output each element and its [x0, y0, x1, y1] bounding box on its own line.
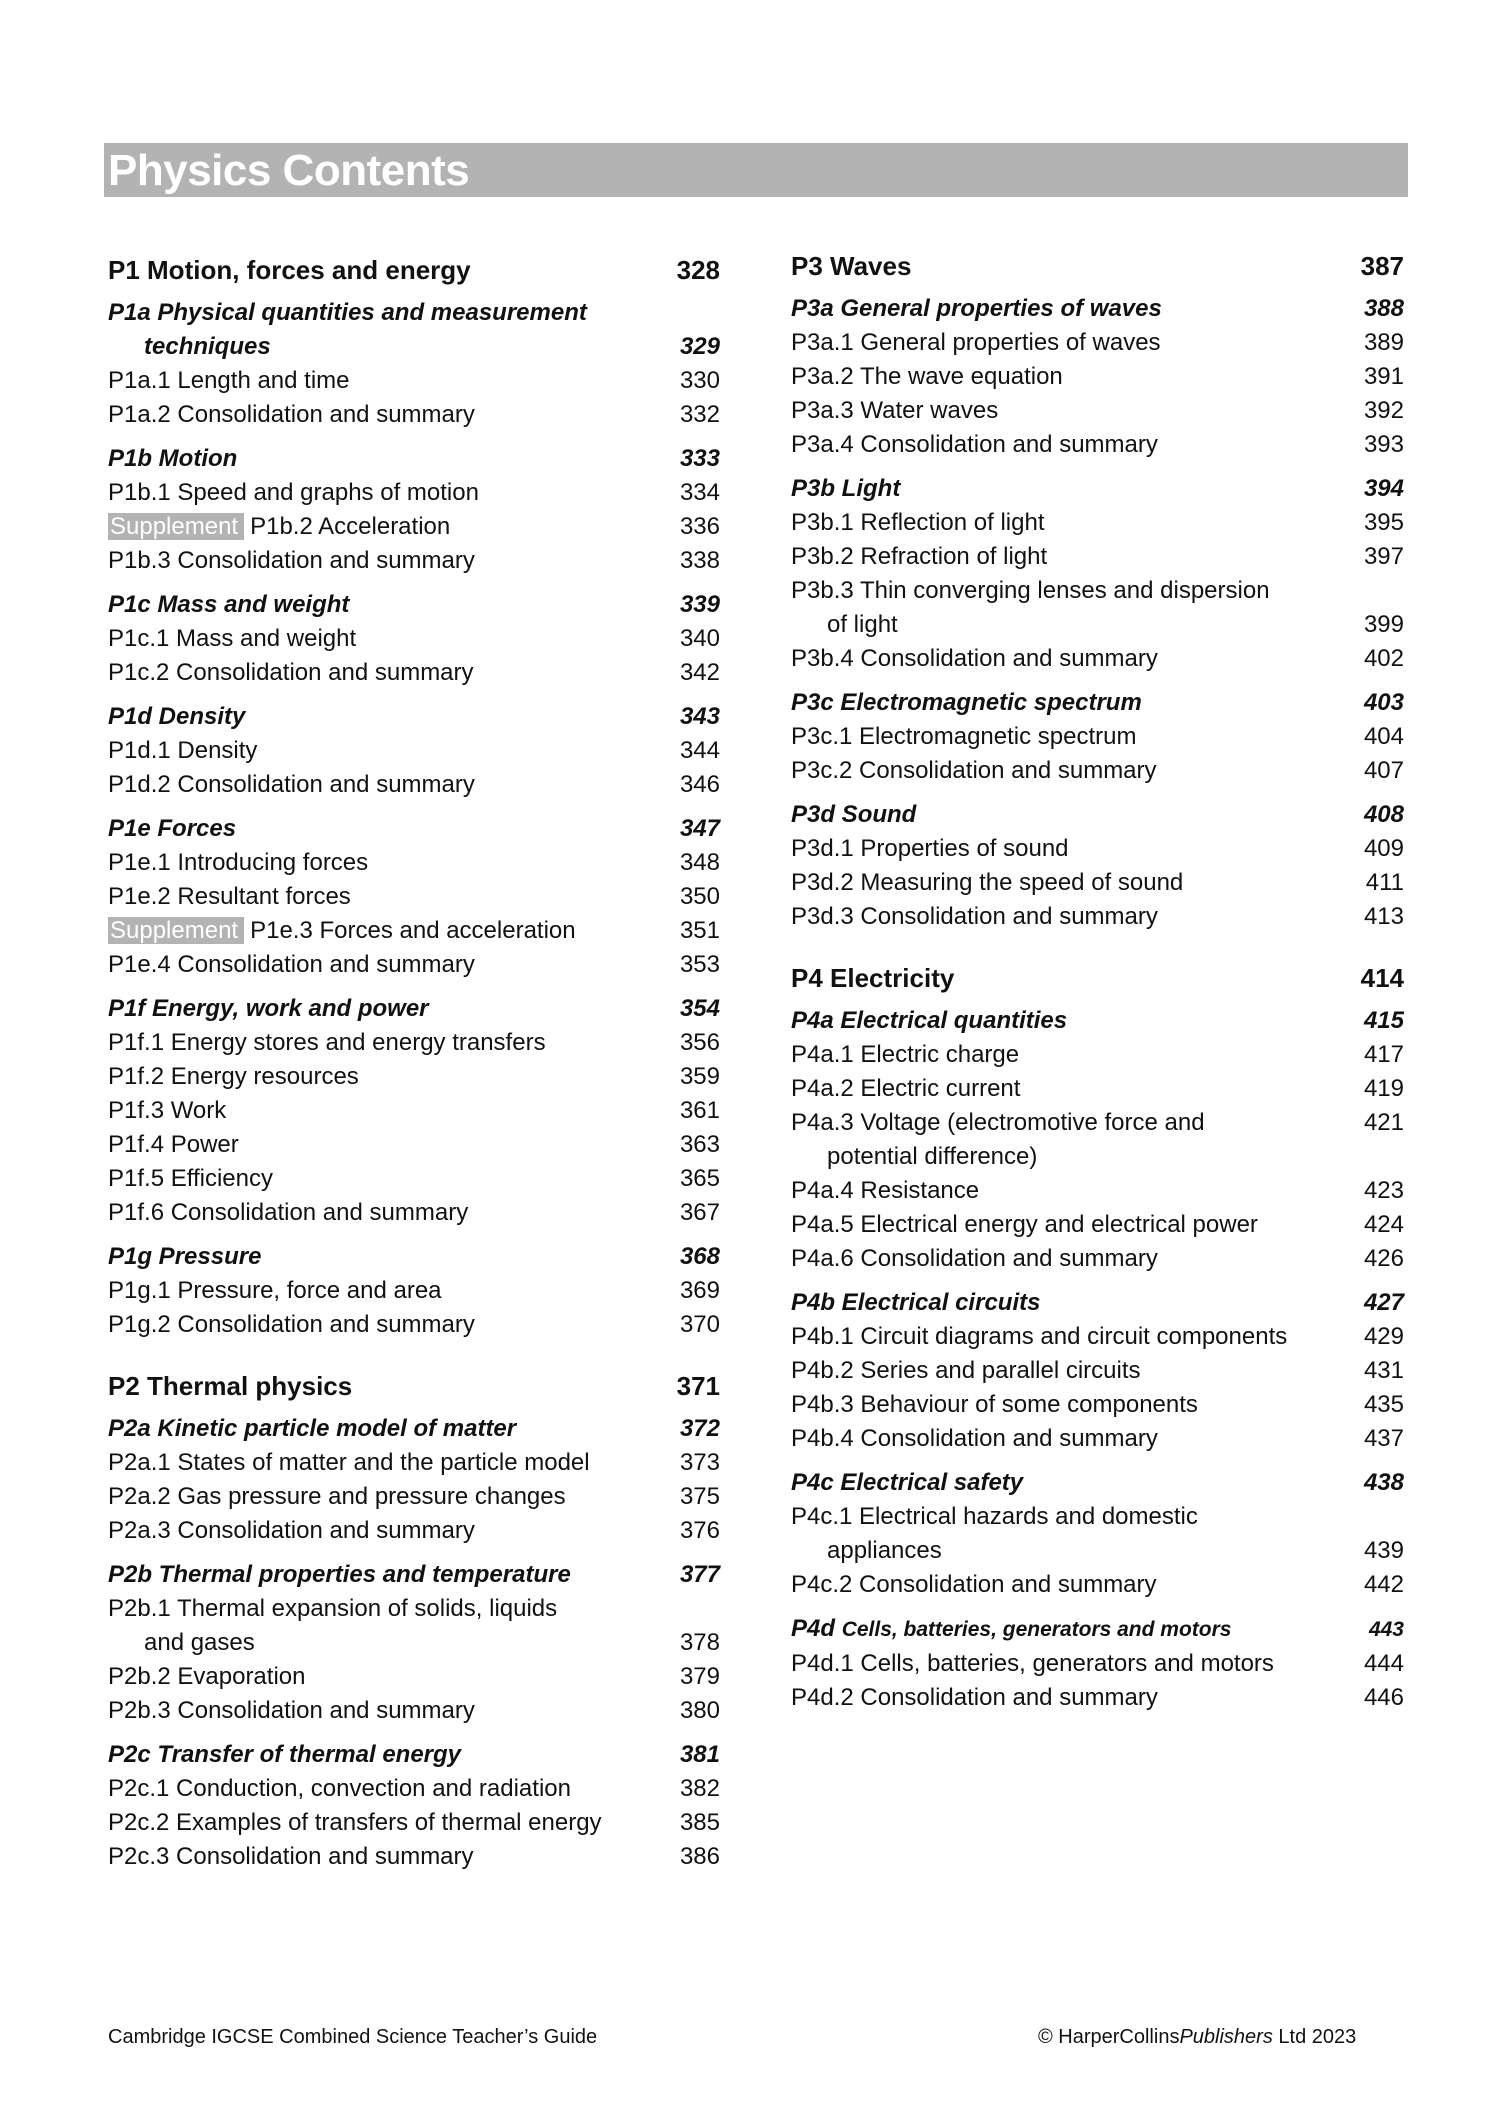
toc-label: P1g Pressure [108, 1243, 262, 1270]
toc-label: P1c Mass and weight [108, 591, 350, 618]
toc-label: P2a.3 Consolidation and summary [108, 1517, 475, 1544]
toc-unit-p1d[interactable] [108, 700, 720, 734]
toc-label: P2c.1 Conduction, convection and radiation [108, 1775, 571, 1802]
toc-label: P1e Forces [108, 815, 237, 842]
toc-label: P3a.2 The wave equation [791, 363, 1063, 390]
toc-label: P3b.3 Thin converging lenses and dispersion [791, 577, 1270, 604]
toc-label: P3d.3 Consolidation and summary [791, 903, 1158, 930]
toc-page: 435 [1363, 1391, 1404, 1418]
toc-label: P1f.1 Energy stores and energy transfers [108, 1029, 546, 1056]
toc-page: 339 [679, 591, 720, 618]
toc-page: 346 [679, 771, 720, 798]
toc-unit-p1e[interactable] [108, 812, 720, 846]
toc-label: P4c.2 Consolidation and summary [791, 1571, 1157, 1598]
contents-column-right [791, 248, 1404, 1715]
copyright-suffix: Ltd 2023 [1272, 2026, 1357, 2048]
toc-unit-p4c[interactable] [791, 1466, 1404, 1500]
toc-page: 395 [1363, 509, 1404, 536]
toc-unit-p1b[interactable] [108, 442, 720, 476]
toc-label: P3 Waves [791, 251, 912, 281]
toc-page: 334 [679, 479, 720, 506]
toc-entry[interactable] [108, 1060, 720, 1094]
toc-page: 421 [1363, 1109, 1404, 1136]
toc-entry[interactable] [108, 846, 720, 880]
toc-part-p1[interactable] [108, 252, 720, 288]
toc-label: P1g.1 Pressure, force and area [108, 1277, 442, 1304]
toc-page: 409 [1363, 835, 1404, 862]
toc-entry[interactable] [108, 364, 720, 398]
toc-entry[interactable] [108, 476, 720, 510]
toc-entry[interactable] [791, 360, 1404, 394]
toc-entry[interactable] [108, 1094, 720, 1128]
toc-label: P2c.2 Examples of transfers of thermal energy [108, 1809, 602, 1836]
toc-page: 375 [679, 1483, 720, 1510]
toc-page: 377 [679, 1561, 720, 1588]
toc-page: 429 [1363, 1323, 1404, 1350]
toc-unit-p1f[interactable] [108, 992, 720, 1026]
toc-unit-p4a[interactable] [791, 1004, 1404, 1038]
toc-entry[interactable] [108, 1196, 720, 1230]
toc-page: 370 [679, 1311, 720, 1338]
toc-page: 427 [1363, 1289, 1404, 1316]
toc-entry[interactable] [791, 1106, 1404, 1174]
copyright-publishers: Publishers [1179, 2026, 1273, 2048]
toc-unit-p2c[interactable] [108, 1738, 720, 1772]
toc-code: P4d [791, 1615, 836, 1642]
toc-page: 423 [1363, 1177, 1404, 1204]
toc-page: 392 [1363, 397, 1404, 424]
toc-page: 329 [679, 333, 720, 360]
toc-label: P2b Thermal properties and temperature [108, 1561, 571, 1588]
toc-entry[interactable] [108, 1162, 720, 1196]
toc-page: 394 [1363, 475, 1404, 502]
toc-entry[interactable] [791, 866, 1404, 900]
toc-page: 340 [679, 625, 720, 652]
toc-label-cont: techniques [144, 333, 271, 360]
toc-page: 393 [1363, 431, 1404, 458]
toc-entry[interactable] [108, 1694, 720, 1728]
toc-page: 359 [679, 1063, 720, 1090]
toc-label: P1f.3 Work [108, 1097, 227, 1124]
toc-entry[interactable] [791, 326, 1404, 360]
toc-label: P4a.5 Electrical energy and electrical power [791, 1211, 1258, 1238]
toc-entry[interactable] [791, 428, 1404, 462]
toc-page: 431 [1363, 1357, 1404, 1384]
toc-unit-p1a[interactable] [108, 296, 720, 364]
toc-unit-p3b[interactable] [791, 472, 1404, 506]
toc-label: P4b Electrical circuits [791, 1289, 1041, 1316]
toc-label: P2b.2 Evaporation [108, 1663, 306, 1690]
toc-label: P1e.4 Consolidation and summary [108, 951, 475, 978]
toc-page: 353 [679, 951, 720, 978]
toc-page: 336 [679, 513, 720, 540]
toc-label: P1f.5 Efficiency [108, 1165, 273, 1192]
toc-label: P2a.2 Gas pressure and pressure changes [108, 1483, 566, 1510]
toc-part-p4[interactable] [791, 960, 1404, 996]
toc-entry[interactable] [108, 1592, 720, 1660]
toc-entry[interactable] [108, 1772, 720, 1806]
toc-label: P4c.1 Electrical hazards and domestic [791, 1503, 1198, 1530]
toc-page: 388 [1363, 295, 1404, 322]
toc-entry[interactable] [108, 914, 720, 948]
toc-label: P2c Transfer of thermal energy [108, 1741, 462, 1768]
toc-label: Cells, batteries, generators and motors [841, 1618, 1232, 1641]
toc-label: P4a.1 Electric charge [791, 1041, 1020, 1068]
toc-label: P3c.1 Electromagnetic spectrum [791, 723, 1137, 750]
toc-label: P1d Density [108, 703, 246, 730]
toc-label: P1d.2 Consolidation and summary [108, 771, 475, 798]
copyright-prefix: © HarperCollins [1038, 2026, 1180, 2048]
toc-page: 443 [1368, 1618, 1404, 1641]
toc-page: 351 [679, 917, 720, 944]
toc-label-cont: appliances [827, 1537, 942, 1564]
toc-label: P1f.4 Power [108, 1131, 239, 1158]
toc-label: P1g.2 Consolidation and summary [108, 1311, 475, 1338]
toc-label: P1b.1 Speed and graphs of motion [108, 479, 479, 506]
toc-entry[interactable] [108, 544, 720, 578]
toc-entry[interactable] [791, 1354, 1404, 1388]
toc-label: P4d.2 Consolidation and summary [791, 1684, 1158, 1711]
supplement-badge: Supplement [108, 917, 244, 944]
toc-label: P3d.2 Measuring the speed of sound [791, 869, 1184, 896]
toc-label: P2b.1 Thermal expansion of solids, liquids [108, 1595, 558, 1622]
toc-page: 417 [1363, 1041, 1404, 1068]
toc-label: P4a.6 Consolidation and summary [791, 1245, 1158, 1272]
toc-entry[interactable] [108, 880, 720, 914]
toc-label: P4b.3 Behaviour of some components [791, 1391, 1198, 1418]
toc-page: 444 [1363, 1650, 1404, 1677]
toc-page: 404 [1363, 723, 1404, 750]
toc-page: 380 [679, 1697, 720, 1724]
footer-copyright [1038, 2026, 1356, 2049]
toc-label: P1 Motion, forces and energy [108, 255, 471, 285]
toc-entry[interactable] [108, 1026, 720, 1060]
toc-label: P3d Sound [791, 801, 917, 828]
toc-unit-p1g[interactable] [108, 1240, 720, 1274]
toc-label: P4b.1 Circuit diagrams and circuit components [791, 1323, 1288, 1350]
toc-label: P4b.4 Consolidation and summary [791, 1425, 1158, 1452]
toc-label: P1f Energy, work and power [108, 995, 429, 1022]
toc-page: 354 [679, 995, 720, 1022]
toc-page: 442 [1363, 1571, 1404, 1598]
toc-page: 399 [1363, 611, 1404, 638]
toc-page: 411 [1365, 869, 1404, 896]
toc-page: 387 [1360, 251, 1404, 281]
toc-entry[interactable] [791, 1500, 1404, 1568]
toc-unit-p3c[interactable] [791, 686, 1404, 720]
toc-page: 438 [1363, 1469, 1404, 1496]
toc-page: 363 [679, 1131, 720, 1158]
toc-page: 368 [679, 1243, 720, 1270]
toc-page: 446 [1363, 1684, 1404, 1711]
toc-unit-p3a[interactable] [791, 292, 1404, 326]
toc-label: P1b.2 Acceleration [250, 513, 451, 540]
toc-label: P1e.3 Forces and acceleration [250, 917, 576, 944]
page-title: Physics Contents [108, 146, 470, 195]
toc-label-cont: and gases [144, 1629, 255, 1656]
toc-entry[interactable] [108, 1480, 720, 1514]
toc-entry[interactable] [108, 398, 720, 432]
toc-entry[interactable] [108, 948, 720, 982]
toc-entry[interactable] [108, 1840, 720, 1874]
toc-page: 386 [679, 1843, 720, 1870]
toc-label-cont: of light [827, 611, 898, 638]
toc-entry[interactable] [791, 1568, 1404, 1602]
toc-page: 330 [679, 367, 720, 394]
toc-entry[interactable] [108, 622, 720, 656]
toc-page: 402 [1363, 645, 1404, 672]
toc-label: P4 Electricity [791, 963, 955, 993]
toc-label: P4b.2 Series and parallel circuits [791, 1357, 1141, 1384]
toc-unit-p4b[interactable] [791, 1286, 1404, 1320]
toc-part-p3[interactable] [791, 248, 1404, 284]
toc-label: P1a.1 Length and time [108, 367, 350, 394]
toc-page: 413 [1363, 903, 1404, 930]
toc-page: 373 [679, 1449, 720, 1476]
toc-entry[interactable] [791, 1388, 1404, 1422]
toc-entry[interactable] [791, 1174, 1404, 1208]
toc-entry[interactable] [791, 1242, 1404, 1276]
toc-entry[interactable] [791, 1422, 1404, 1456]
toc-entry[interactable] [791, 1681, 1404, 1715]
toc-page: 424 [1363, 1211, 1404, 1238]
toc-label: P3b.1 Reflection of light [791, 509, 1045, 536]
toc-label: P4a.3 Voltage (electromotive force and [791, 1109, 1205, 1136]
toc-page: 414 [1360, 963, 1404, 993]
toc-entry[interactable] [108, 1128, 720, 1162]
toc-page: 343 [679, 703, 720, 730]
toc-unit-p2b[interactable] [108, 1558, 720, 1592]
toc-entry[interactable] [791, 1038, 1404, 1072]
toc-entry[interactable] [791, 1320, 1404, 1354]
toc-entry[interactable] [791, 720, 1404, 754]
toc-label: P4a Electrical quantities [791, 1007, 1068, 1034]
toc-page: 372 [679, 1415, 720, 1442]
toc-label: P1a Physical quantities and measurement [108, 299, 587, 326]
toc-unit-p2a[interactable] [108, 1412, 720, 1446]
toc-label: P2a Kinetic particle model of matter [108, 1415, 517, 1442]
toc-page: 419 [1363, 1075, 1404, 1102]
toc-entry[interactable] [108, 1446, 720, 1480]
toc-page: 439 [1363, 1537, 1404, 1564]
toc-page: 344 [679, 737, 720, 764]
toc-page: 376 [679, 1517, 720, 1544]
toc-label: P1e.1 Introducing forces [108, 849, 369, 876]
toc-page: 403 [1363, 689, 1404, 716]
toc-part-p2[interactable] [108, 1368, 720, 1404]
toc-label: P4a.4 Resistance [791, 1177, 980, 1204]
toc-page: 347 [679, 815, 720, 842]
toc-page: 328 [676, 255, 720, 285]
toc-page: 397 [1363, 543, 1404, 570]
toc-label: P4a.2 Electric current [791, 1075, 1021, 1102]
toc-page: 367 [679, 1199, 720, 1226]
toc-label: P1c.2 Consolidation and summary [108, 659, 474, 686]
toc-page: 385 [679, 1809, 720, 1836]
toc-entry[interactable] [108, 768, 720, 802]
toc-page: 332 [679, 401, 720, 428]
toc-page: 389 [1363, 329, 1404, 356]
toc-page: 333 [679, 445, 720, 472]
toc-label: P2a.1 States of matter and the particle model [108, 1449, 590, 1476]
toc-entry[interactable] [791, 642, 1404, 676]
toc-entry[interactable] [791, 832, 1404, 866]
toc-entry[interactable] [108, 1274, 720, 1308]
toc-entry[interactable] [791, 394, 1404, 428]
toc-label: P3a.1 General properties of waves [791, 329, 1161, 356]
toc-page: 365 [679, 1165, 720, 1192]
toc-unit-p3d[interactable] [791, 798, 1404, 832]
toc-entry[interactable] [108, 656, 720, 690]
toc-label: P1f.2 Energy resources [108, 1063, 359, 1090]
toc-label: P2b.3 Consolidation and summary [108, 1697, 475, 1724]
toc-label: P1f.6 Consolidation and summary [108, 1199, 469, 1226]
footer-book-title: Cambridge IGCSE Combined Science Teacher’s Guide [108, 2026, 598, 2048]
toc-entry[interactable] [108, 1308, 720, 1342]
title-bar [104, 143, 1408, 197]
toc-label: P4c Electrical safety [791, 1469, 1024, 1496]
toc-page: 382 [679, 1775, 720, 1802]
toc-entry[interactable] [108, 734, 720, 768]
toc-label: P2 Thermal physics [108, 1371, 353, 1401]
toc-entry[interactable] [108, 510, 720, 544]
toc-label: P1e.2 Resultant forces [108, 883, 351, 910]
toc-page: 371 [676, 1371, 720, 1401]
toc-label: P3b.2 Refraction of light [791, 543, 1048, 570]
toc-page: 350 [679, 883, 720, 910]
toc-entry[interactable] [791, 574, 1404, 642]
contents-column-left [108, 252, 720, 1874]
toc-page: 379 [679, 1663, 720, 1690]
toc-label: P3b.4 Consolidation and summary [791, 645, 1158, 672]
toc-label-cont: potential difference) [827, 1143, 1038, 1170]
toc-entry[interactable] [108, 1660, 720, 1694]
toc-page: 361 [679, 1097, 720, 1124]
toc-entry[interactable] [791, 540, 1404, 574]
toc-label: P3d.1 Properties of sound [791, 835, 1069, 862]
toc-page: 381 [679, 1741, 720, 1768]
toc-page: 415 [1363, 1007, 1404, 1034]
toc-entry[interactable] [791, 1072, 1404, 1106]
toc-entry[interactable] [108, 1514, 720, 1548]
toc-page: 408 [1363, 801, 1404, 828]
toc-page: 426 [1363, 1245, 1404, 1272]
toc-unit-p1c[interactable] [108, 588, 720, 622]
toc-page: 378 [679, 1629, 720, 1656]
toc-entry[interactable] [791, 1647, 1404, 1681]
toc-label: P3a.3 Water waves [791, 397, 999, 424]
toc-page: 437 [1363, 1425, 1404, 1452]
toc-label: P2c.3 Consolidation and summary [108, 1843, 474, 1870]
toc-entry[interactable] [791, 900, 1404, 934]
toc-unit-p4d[interactable] [791, 1612, 1404, 1647]
toc-page: 391 [1363, 363, 1404, 390]
toc-label: P1b.3 Consolidation and summary [108, 547, 475, 574]
toc-label: P1a.2 Consolidation and summary [108, 401, 475, 428]
toc-label: P1d.1 Density [108, 737, 258, 764]
toc-page: 369 [679, 1277, 720, 1304]
toc-entry[interactable] [791, 506, 1404, 540]
toc-entry[interactable] [108, 1806, 720, 1840]
toc-label: P3b Light [791, 475, 901, 502]
toc-page: 342 [679, 659, 720, 686]
toc-entry[interactable] [791, 1208, 1404, 1242]
toc-label: P3a General properties of waves [791, 295, 1162, 322]
toc-label: P1b Motion [108, 445, 238, 472]
toc-label: P3a.4 Consolidation and summary [791, 431, 1158, 458]
toc-label: P3c Electromagnetic spectrum [791, 689, 1142, 716]
toc-label: P3c.2 Consolidation and summary [791, 757, 1157, 784]
toc-label: P4d.1 Cells, batteries, generators and motors [791, 1650, 1274, 1677]
toc-page: 356 [679, 1029, 720, 1056]
toc-label: P1c.1 Mass and weight [108, 625, 357, 652]
toc-page: 407 [1363, 757, 1404, 784]
toc-page: 338 [679, 547, 720, 574]
toc-entry[interactable] [791, 754, 1404, 788]
toc-page: 348 [679, 849, 720, 876]
supplement-badge: Supplement [108, 513, 244, 540]
